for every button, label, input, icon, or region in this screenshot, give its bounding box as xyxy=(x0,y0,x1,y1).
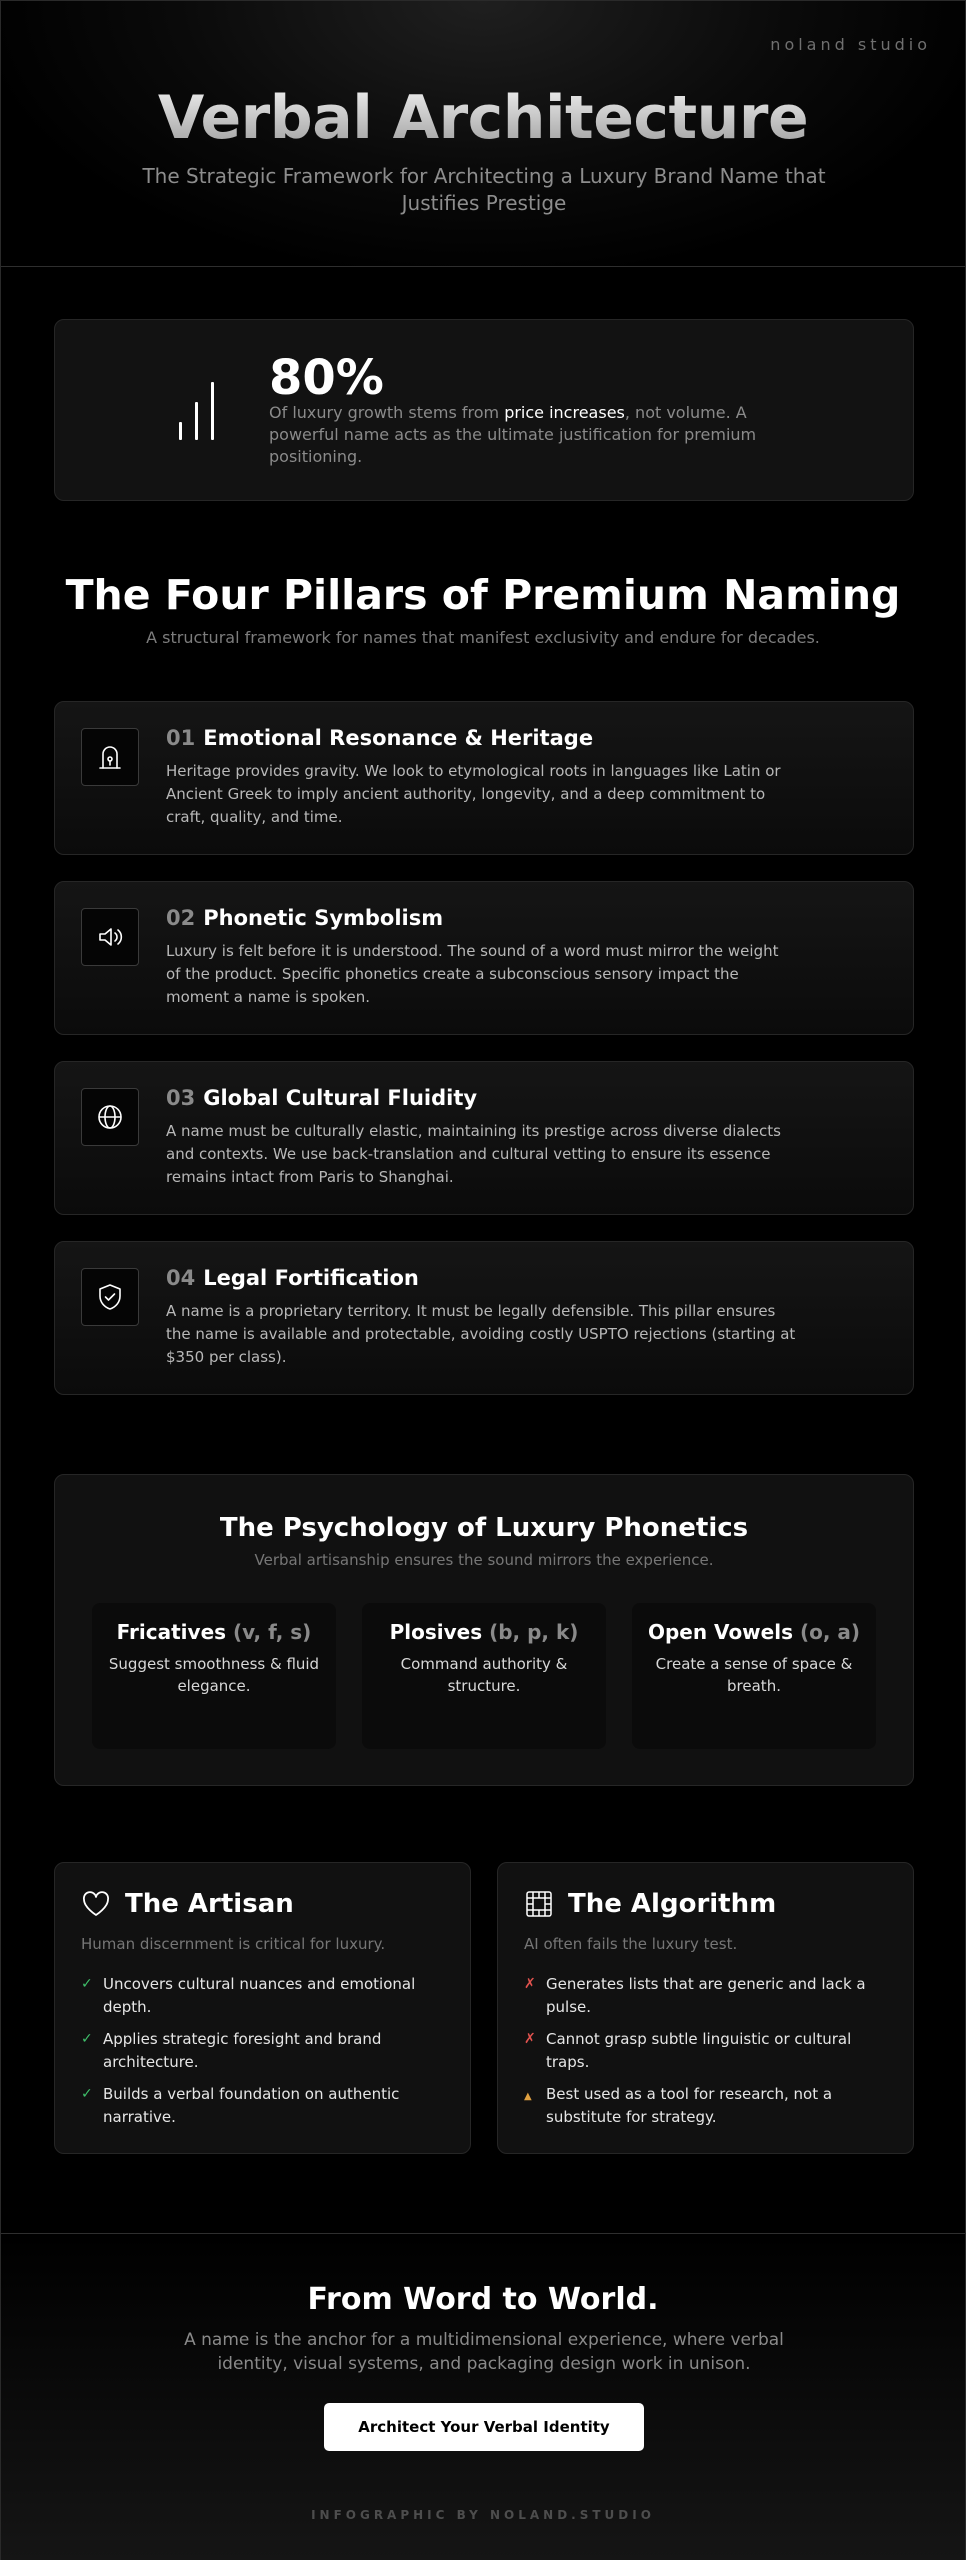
algorithm-title: The Algorithm xyxy=(568,1889,777,1919)
list-item: ✓ Builds a verbal foundation on authentic narrative. xyxy=(81,2083,451,2129)
phonetics-subtitle: Verbal artisanship ensures the sound mirrors the experience. xyxy=(254,1551,714,1569)
phonetics-card xyxy=(54,1474,914,1786)
pillar-number: 04 xyxy=(166,1266,196,1290)
stat-description: Of luxury growth stems from price increases, not volume. A powerful name acts as the ultimate justification for premium positioning. xyxy=(269,403,757,466)
pillar-title: 02 Phonetic Symbolism xyxy=(166,906,444,930)
phonetic-name: Open Vowels (o, a) xyxy=(647,1620,861,1644)
phonetic-name: Plosives (b, p, k) xyxy=(389,1620,579,1644)
stat-highlight: price increases xyxy=(504,403,625,422)
footer-title: From Word to World. xyxy=(307,2282,659,2317)
pillar-number: 01 xyxy=(166,726,196,750)
list-item: ✗ Cannot grasp subtle linguistic or cultural traps. xyxy=(524,2028,894,2074)
cross-icon: ✗ xyxy=(524,2031,536,2047)
bar-chart-icon xyxy=(173,380,223,440)
artisan-title: The Artisan xyxy=(125,1889,294,1919)
page-subtitle: The Strategic Framework for Architecting a Luxury Brand Name that Justifies Prestige xyxy=(142,164,826,215)
page-title: Verbal Architecture xyxy=(1,83,965,153)
speaker-icon xyxy=(81,908,139,966)
pillar-description: A name must be culturally elastic, maintaining its prestige across diverse dialects and contexts. We use back-translation and cultural vetting to ensure its essence remains intact from Paris to Shanghai. xyxy=(166,1122,781,1186)
heart-icon xyxy=(81,1889,111,1919)
pillar-title: 03 Global Cultural Fluidity xyxy=(166,1086,478,1110)
pillar-card-heritage xyxy=(54,701,914,855)
monument-icon xyxy=(81,728,139,786)
pillar-description: A name is a proprietary territory. It must be legally defensible. This pillar ensures the name is available and protectable, avoiding costly USPTO rejections (starting at $350 per class). xyxy=(166,1302,796,1366)
phonetic-description: Suggest smoothness & fluid elegance. xyxy=(108,1655,320,1695)
check-icon: ✓ xyxy=(81,2086,93,2102)
hero-header xyxy=(1,1,965,267)
pillar-card-phonetic xyxy=(54,881,914,1035)
phonetic-description: Command authority & structure. xyxy=(400,1655,568,1695)
pillar-card-cultural xyxy=(54,1061,914,1215)
algorithm-card xyxy=(497,1862,914,2154)
list-item: ✓ Applies strategic foresight and brand architecture. xyxy=(81,2028,451,2074)
pillars-title: The Four Pillars of Premium Naming xyxy=(65,571,901,619)
artisan-card xyxy=(54,1862,471,2154)
footer-text: A name is the anchor for a multidimensional experience, where verbal identity, visual systems, and packaging design work in unison. xyxy=(184,2330,784,2374)
pillars-subtitle: A structural framework for names that manifest exclusivity and endure for decades. xyxy=(146,628,820,647)
check-icon: ✓ xyxy=(81,2031,93,2047)
cta-button[interactable]: Architect Your Verbal Identity xyxy=(324,2403,644,2451)
list-item: ▲ Best used as a tool for research, not a substitute for strategy. xyxy=(524,2083,894,2129)
phonetics-title: The Psychology of Luxury Phonetics xyxy=(219,1513,749,1543)
phonetic-description: Create a sense of space & breath. xyxy=(655,1655,853,1695)
warning-icon: ▲ xyxy=(524,2091,532,2102)
brand-mark[interactable]: noland studio xyxy=(770,35,931,54)
globe-icon xyxy=(81,1088,139,1146)
pillar-card-legal xyxy=(54,1241,914,1395)
pillar-title: 04 Legal Fortification xyxy=(166,1266,419,1290)
chip-icon xyxy=(524,1889,554,1919)
pillar-number: 03 xyxy=(166,1086,196,1110)
check-icon: ✓ xyxy=(81,1976,93,1992)
algorithm-list xyxy=(524,1973,894,2138)
phonetic-box-fricatives xyxy=(92,1603,336,1749)
stat-number: 80% xyxy=(269,350,384,406)
footer xyxy=(1,2233,965,2560)
list-item: ✗ Generates lists that are generic and lack a pulse. xyxy=(524,1973,894,2019)
phonetic-box-plosives xyxy=(362,1603,606,1749)
algorithm-subtitle: AI often fails the luxury test. xyxy=(524,1935,738,1953)
pillar-number: 02 xyxy=(166,906,196,930)
cross-icon: ✗ xyxy=(524,1976,536,1992)
phonetic-box-open-vowels xyxy=(632,1603,876,1749)
credit-text: INFOGRAPHIC BY NOLAND.STUDIO xyxy=(311,2508,655,2522)
pillar-description: Heritage provides gravity. We look to etymological roots in languages like Latin or Ancient Greek to imply ancient authority, longevity, and a deep commitment to craft, quality, and time. xyxy=(166,762,781,826)
pillar-description: Luxury is felt before it is understood. The sound of a word must mirror the weight of the product. Specific phonetics create a subconscious sensory impact the moment a name is spoken. xyxy=(166,942,779,1006)
pillar-title: 01 Emotional Resonance & Heritage xyxy=(166,726,594,750)
shield-check-icon xyxy=(81,1268,139,1326)
phonetic-name: Fricatives (v, f, s) xyxy=(116,1620,312,1644)
list-item: ✓ Uncovers cultural nuances and emotional depth. xyxy=(81,1973,451,2019)
stat-card xyxy=(54,319,914,501)
artisan-list xyxy=(81,1973,451,2138)
artisan-subtitle: Human discernment is critical for luxury. xyxy=(81,1935,386,1953)
